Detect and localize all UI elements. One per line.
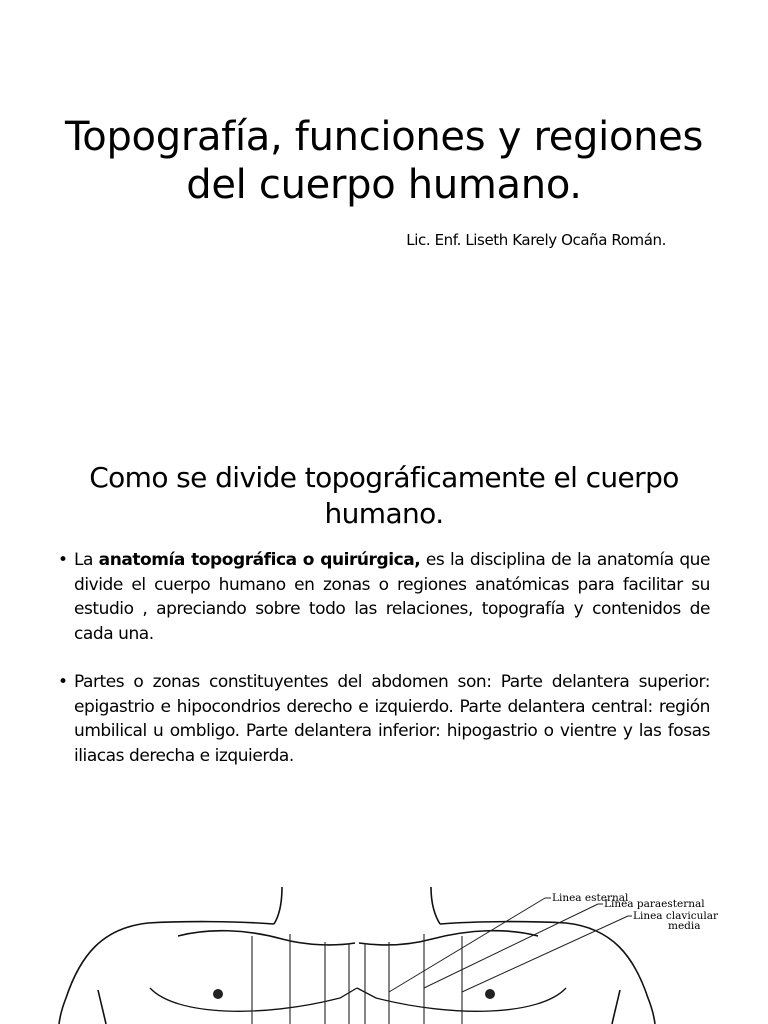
- slide-heading: Como se divide topográficamente el cuerpo humano.: [89, 461, 679, 530]
- right-shoulder-line: [440, 922, 655, 1024]
- neck-left-line: [274, 887, 282, 924]
- left-clavicle: [178, 931, 355, 945]
- neck-right-line: [431, 887, 440, 924]
- left-inner-arm: [98, 990, 106, 1024]
- right-nipple: [485, 989, 495, 999]
- bullet-prefix: La: [74, 550, 99, 570]
- left-nipple: [213, 989, 223, 999]
- title-slide: [0, 0, 768, 432]
- bullet-list: [58, 548, 710, 768]
- bullet-item-abdomen: • Partes o zonas constituyentes del abdomen son: Parte delantera superior: epigastrio e hipocondrios derecho e izquierdo. Parte delantera central: región umbilical u ombligo. Parte delantera inferior: hipogastrio o vientre y las fosas iliacas derecha e izquierda.: [58, 670, 710, 768]
- bullet-rest: es la disciplina de la anatomía que divide el cuerpo humano en zonas o regiones anatómicas para facilitar su estudio , apreciando sobre todo las relaciones, topografía y contenidos de cada una.: [74, 550, 711, 644]
- label-linea-clavicular: Linea clavicular: [633, 910, 718, 922]
- slide-author: Lic. Enf. Liseth Karely Ocaña Román.: [406, 231, 666, 249]
- label-linea-esternal: Linea esternal: [552, 892, 629, 904]
- leader-clavicular: [462, 916, 628, 992]
- label-media: media: [668, 920, 701, 932]
- content-slide: [0, 440, 768, 1024]
- left-shoulder-line: [59, 922, 274, 1024]
- slide-title: Topografía, funciones y regiones del cuerpo humano.: [64, 114, 704, 208]
- torso-illustration: [0, 870, 768, 1024]
- leader-sternal: [389, 898, 545, 992]
- right-inner-arm: [612, 990, 620, 1024]
- right-clavicle: [359, 931, 538, 945]
- leader-parasternal: [424, 904, 598, 988]
- torso-figure: [0, 870, 768, 1024]
- bullet-bold-term: anatomía topográfica o quirúrgica,: [98, 550, 421, 570]
- label-linea-paraesternal: Linea paraesternal: [604, 898, 705, 910]
- bullet-item-anatomy: [58, 548, 710, 646]
- left-pectoral: [150, 988, 357, 1011]
